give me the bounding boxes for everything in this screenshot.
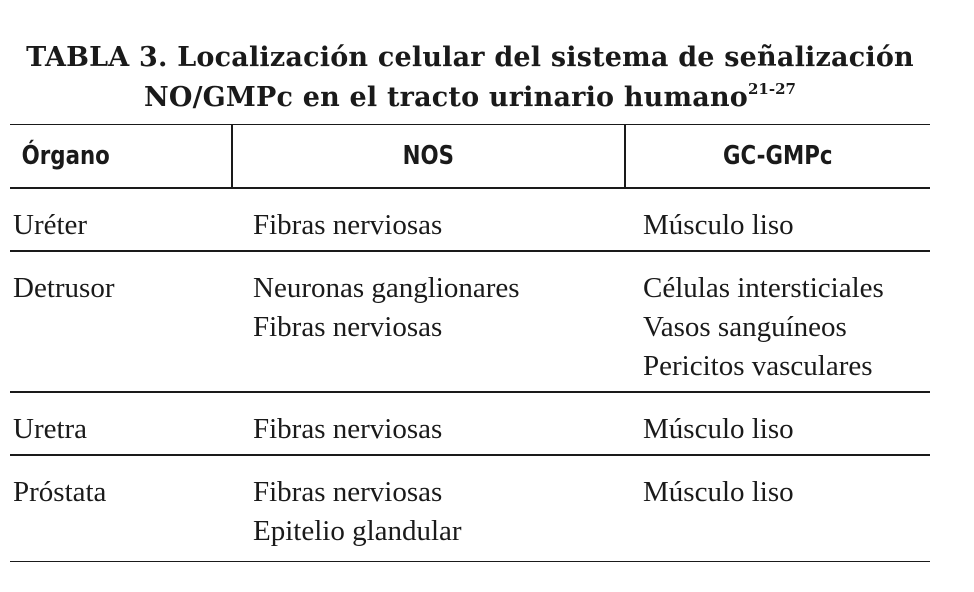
organ-cell <box>10 206 253 250</box>
gc-item: Músculo liso <box>643 209 794 241</box>
header-nos-label: NOS <box>402 141 455 171</box>
caption-line-1: TABLA 3. Localización celular del sistema de señalización <box>26 42 914 73</box>
organ-name: Uréter <box>13 209 88 241</box>
header-cell-nos <box>231 125 624 187</box>
header-gc-label: GC-GMPc <box>723 141 833 171</box>
nos-item: Fibras nerviosas <box>253 209 443 241</box>
caption-line-2 <box>0 78 940 121</box>
gc-item: Pericitos vasculares <box>643 350 873 382</box>
caption-line-2-text: NO/GMPc en el tracto urinario humano <box>144 82 748 113</box>
gc-cell <box>643 473 930 561</box>
gc-item: Vasos sanguíneos <box>643 311 847 343</box>
gc-item: Músculo liso <box>643 413 794 445</box>
gc-item: Músculo liso <box>643 476 794 508</box>
nos-cell <box>253 410 643 454</box>
organ-name: Uretra <box>13 413 88 445</box>
header-organ-label: Órgano <box>21 141 110 171</box>
gc-cell <box>643 206 930 250</box>
organ-cell <box>10 410 253 454</box>
nos-cell <box>253 206 643 250</box>
gc-item: Células intersticiales <box>643 272 884 304</box>
nos-cell <box>253 473 643 561</box>
nos-item: Fibras nerviosas <box>253 476 443 508</box>
organ-name: Próstata <box>13 476 107 508</box>
table-row <box>10 252 930 393</box>
table-caption <box>0 38 940 121</box>
header-cell-gc <box>624 125 930 187</box>
nos-item: Fibras nerviosas <box>253 311 443 343</box>
table-row <box>10 189 930 252</box>
nos-cell <box>253 269 643 391</box>
gc-cell <box>643 410 930 454</box>
table-row <box>10 456 930 562</box>
nos-item: Neuronas ganglionares <box>253 272 520 304</box>
organ-cell <box>10 473 253 561</box>
header-cell-organ <box>10 125 231 187</box>
table-header-row <box>10 124 930 189</box>
nos-item: Fibras nerviosas <box>253 413 443 445</box>
organ-name: Detrusor <box>13 272 115 304</box>
localization-table <box>10 124 930 562</box>
nos-item: Epitelio glandular <box>253 515 462 547</box>
gc-cell <box>643 269 930 391</box>
table-row <box>10 393 930 456</box>
organ-cell <box>10 269 253 391</box>
reference-superscript: 21-27 <box>748 80 796 98</box>
